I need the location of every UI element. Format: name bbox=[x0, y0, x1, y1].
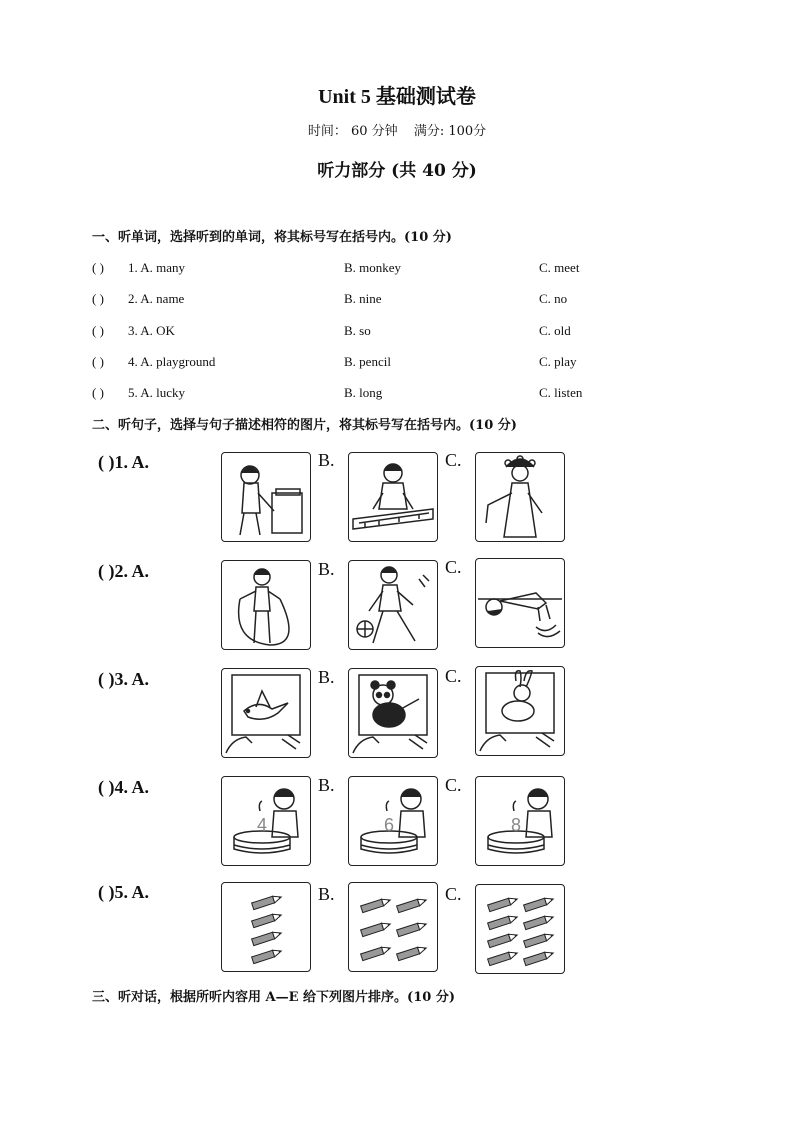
part-title: 听力部分 (共 40 分) bbox=[317, 161, 477, 181]
cake-number-8-image[interactable] bbox=[475, 776, 565, 866]
answer-blank[interactable]: ( ) bbox=[92, 260, 104, 275]
cake-number-4-image[interactable] bbox=[221, 776, 311, 866]
cake-number: 4 bbox=[256, 815, 268, 835]
option-b: B. so bbox=[344, 323, 371, 338]
pencil-icon bbox=[488, 896, 519, 912]
boy-jumping-rope-image[interactable] bbox=[221, 560, 311, 650]
cake-number: 8 bbox=[510, 815, 522, 835]
pencil-icon bbox=[397, 921, 428, 937]
option-b-label: B. bbox=[318, 559, 335, 579]
option-b: B. long bbox=[344, 385, 383, 400]
question-label: ( )2. A. bbox=[98, 561, 149, 581]
boy-on-high-bar-image[interactable] bbox=[475, 558, 565, 648]
list-item bbox=[92, 291, 712, 311]
pencil-icon bbox=[524, 914, 555, 930]
option-c: C. no bbox=[539, 291, 568, 306]
option-a: 3. A. OK bbox=[128, 323, 175, 338]
option-c-label: C. bbox=[445, 450, 462, 470]
answer-blank[interactable]: ( ) bbox=[92, 291, 104, 306]
pencil-icon bbox=[397, 897, 428, 913]
exam-info bbox=[0, 120, 794, 139]
option-c-label: C. bbox=[445, 775, 462, 795]
drawing-panda-image[interactable] bbox=[348, 668, 438, 758]
pencil-icon bbox=[252, 930, 283, 946]
option-b: B. pencil bbox=[344, 354, 391, 369]
option-b-label: B. bbox=[318, 775, 335, 795]
list-item bbox=[92, 323, 712, 343]
pencil-icon bbox=[252, 948, 283, 964]
pencil-icon bbox=[524, 950, 555, 966]
page-title: Unit 5 基础测试卷 bbox=[318, 86, 476, 108]
opera-performer-image[interactable] bbox=[475, 452, 565, 542]
question-label: ( )4. A. bbox=[98, 777, 149, 797]
option-c: C. old bbox=[539, 323, 571, 338]
option-b-label: B. bbox=[318, 450, 335, 470]
answer-blank[interactable]: ( ) bbox=[92, 385, 104, 400]
option-a: 2. A. name bbox=[128, 291, 185, 306]
cake-number: 6 bbox=[383, 815, 395, 835]
option-c: C. listen bbox=[539, 385, 583, 400]
six-pencils-image[interactable] bbox=[348, 882, 438, 972]
option-c-label: C. bbox=[445, 557, 462, 577]
cake-number-6-image[interactable] bbox=[348, 776, 438, 866]
pencil-icon bbox=[524, 896, 555, 912]
answer-blank[interactable]: ( ) bbox=[92, 354, 104, 369]
option-c: C. meet bbox=[539, 260, 580, 275]
option-b-label: B. bbox=[318, 884, 335, 904]
section3-heading: 三、听对话，根据所听内容用 A—E 给下列图片排序。(10 分) bbox=[92, 990, 455, 1005]
option-c-label: C. bbox=[445, 884, 462, 904]
option-c: C. play bbox=[539, 354, 577, 369]
answer-blank[interactable]: ( ) bbox=[92, 323, 104, 338]
eight-pencils-image[interactable] bbox=[475, 884, 565, 974]
question-label: ( )5. A. bbox=[98, 882, 149, 902]
girl-playing-piano-image[interactable] bbox=[221, 452, 311, 542]
girl-playing-guzheng-image[interactable] bbox=[348, 452, 438, 542]
question-label: ( )3. A. bbox=[98, 669, 149, 689]
pencil-icon bbox=[488, 932, 519, 948]
exam-time: 时间： 60 分钟 bbox=[307, 124, 398, 139]
pencil-icon bbox=[524, 932, 555, 948]
pencil-icon bbox=[361, 897, 392, 913]
pencil-icon bbox=[397, 945, 428, 961]
option-c-label: C. bbox=[445, 666, 462, 686]
pencil-icon bbox=[252, 894, 283, 910]
list-item bbox=[92, 354, 712, 374]
option-b: B. nine bbox=[344, 291, 382, 306]
option-b-label: B. bbox=[318, 667, 335, 687]
pencil-icon bbox=[488, 914, 519, 930]
drawing-rabbit-image[interactable] bbox=[475, 666, 565, 756]
pencil-icon bbox=[361, 945, 392, 961]
option-a: 1. A. many bbox=[128, 260, 186, 275]
list-item bbox=[92, 385, 712, 405]
option-b: B. monkey bbox=[344, 260, 402, 275]
option-a: 4. A. playground bbox=[128, 354, 216, 369]
exam-score: 满分: 100分 bbox=[413, 124, 487, 139]
list-item bbox=[92, 260, 712, 280]
boy-playing-basketball-image[interactable] bbox=[348, 560, 438, 650]
drawing-bird-image[interactable] bbox=[221, 668, 311, 758]
question-label: ( )1. A. bbox=[98, 452, 149, 472]
section1-heading: 一、听单词，选择听到的单词，将其标号写在括号内。(10 分) bbox=[92, 230, 452, 245]
four-pencils-image[interactable] bbox=[221, 882, 311, 972]
pencil-icon bbox=[361, 921, 392, 937]
pencil-icon bbox=[252, 912, 283, 928]
pencil-icon bbox=[488, 950, 519, 966]
section2-heading: 二、听句子，选择与句子描述相符的图片，将其标号写在括号内。(10 分) bbox=[92, 418, 517, 433]
option-a: 5. A. lucky bbox=[128, 385, 186, 400]
